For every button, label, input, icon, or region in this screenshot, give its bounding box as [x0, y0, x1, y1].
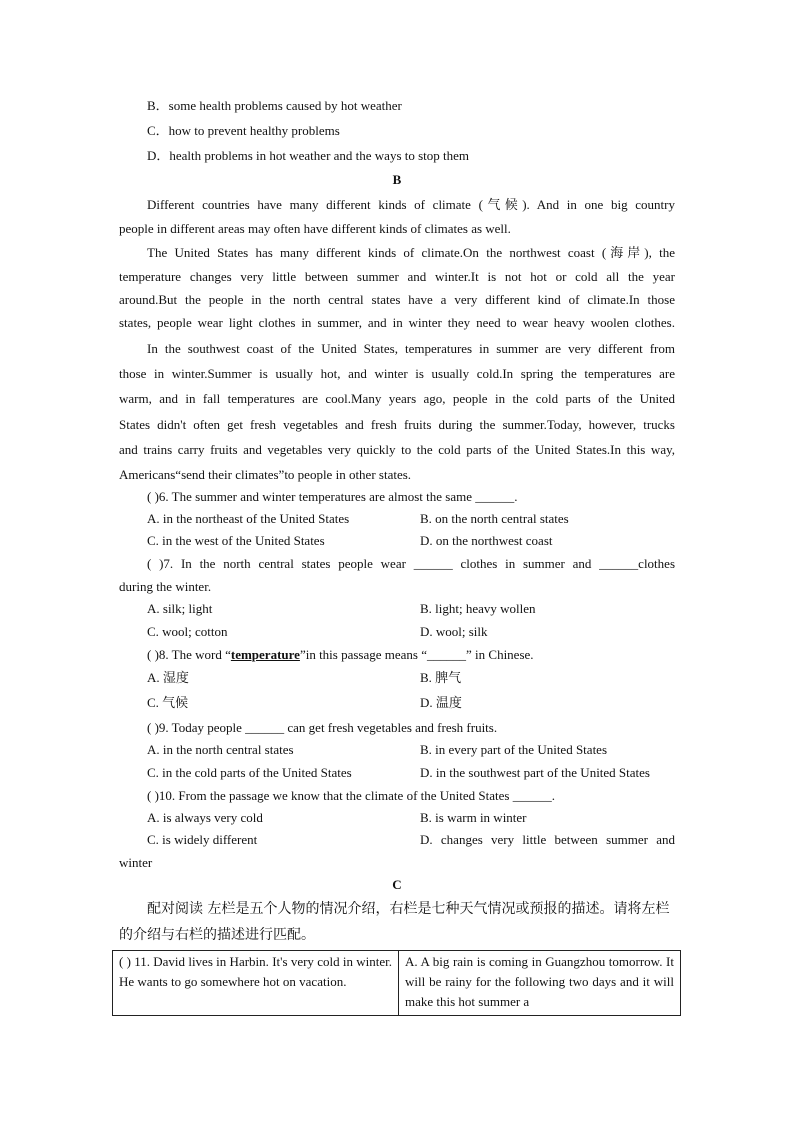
- question-8-option-b: B. 脾气: [420, 670, 462, 685]
- question-10-option-a: A. is always very cold: [147, 810, 263, 825]
- question-8-keyword: temperature: [230, 647, 300, 662]
- question-7-stem-line2: during the winter.: [119, 579, 212, 594]
- question-7-option-c: C. wool; cotton: [147, 624, 228, 639]
- question-6-option-b: B. on the north central states: [420, 511, 569, 526]
- option-d: D．health problems in hot weather and the ways to stop them: [147, 148, 470, 163]
- question-6-option-a: A. in the northeast of the United States: [147, 511, 350, 526]
- passage-b-p3-line4: States didn't often get fresh vegetables and fresh fruits during the summer.Today, however, trucks: [119, 417, 675, 432]
- question-7-stem-line1: ( )7. In the north central states people wear ______ clothes in summer and ______clothes: [147, 556, 675, 571]
- section-b-heading: B: [392, 172, 402, 187]
- passage-b-p3-line2: those in winter.Summer is usually hot, and winter is usually cold.In spring the temperatures are: [119, 366, 675, 381]
- question-8-option-c: C. 气候: [147, 695, 189, 710]
- question-10-option-c: C. is widely different: [147, 832, 258, 847]
- question-6-option-c: C. in the west of the United States: [147, 533, 325, 548]
- section-c-heading: C: [392, 877, 402, 892]
- matching-table: [112, 950, 681, 1016]
- question-7-option-b: B. light; heavy wollen: [420, 601, 536, 616]
- question-10-option-d-line1: D. changes very little between summer and: [420, 832, 675, 847]
- question-7-option-a: A. silk; light: [147, 601, 213, 616]
- table-cell-left: ( ) 11. David lives in Harbin. It's very cold in winter. He wants to go somewhere hot on vacation.: [113, 951, 399, 1016]
- passage-b-p1-line2: people in different areas may often have different kinds of climates as well.: [119, 221, 511, 236]
- passage-b-p3-line3: warm, and in fall temperatures are cool.Many years ago, people in the cold parts of the United: [119, 391, 675, 406]
- passage-b-p3-line1: In the southwest coast of the United States, temperatures in summer are very different from: [147, 341, 675, 356]
- option-c: C．how to prevent healthy problems: [147, 123, 340, 138]
- question-8-stem: [147, 646, 534, 664]
- question-10-option-d-line2: winter: [119, 855, 153, 870]
- question-10-option-b: B. is warm in winter: [420, 810, 527, 825]
- question-8-stem-prefix: ( )8. The word “: [147, 647, 231, 662]
- section-c-intro-line1: 配对阅读 左栏是五个人物的情况介绍，右栏是七种天气情况或预报的描述。请将左栏: [147, 901, 670, 917]
- passage-b-p1-line1: Different countries have many different kinds of climate (气候). And in one big country: [147, 197, 675, 212]
- passage-b-p2-line3: around.But the people in the north central states have a very different kind of climate.In those: [119, 292, 675, 307]
- question-9-option-a: A. in the north central states: [147, 742, 294, 757]
- question-6-stem: ( )6. The summer and winter temperatures are almost the same ______.: [147, 489, 518, 504]
- option-b: B．some health problems caused by hot weather: [147, 98, 402, 113]
- table-row: [113, 951, 681, 1016]
- passage-b-p2-line2: temperature changes very little between summer and winter.It is not hot or cold all the year: [119, 269, 675, 284]
- question-9-option-c: C. in the cold parts of the United States: [147, 765, 352, 780]
- section-c-intro-line2: 的介绍与右栏的描述进行匹配。: [119, 927, 315, 943]
- question-8-stem-suffix: ”in this passage means “______” in Chinese.: [299, 647, 534, 662]
- question-9-stem: ( )9. Today people ______ can get fresh vegetables and fresh fruits.: [147, 720, 498, 735]
- question-6-option-d: D. on the northwest coast: [420, 533, 553, 548]
- question-9-option-b: B. in every part of the United States: [420, 742, 608, 757]
- passage-b-p2-line1: The United States has many different kinds of climate.On the northwest coast (海岸), the: [147, 245, 675, 260]
- question-7-option-d: D. wool; silk: [420, 624, 488, 639]
- passage-b-p2-line4: states, people wear light clothes in summer, and in winter they need to wear heavy woolen clothes.: [119, 315, 675, 330]
- question-8-option-d: D. 温度: [420, 695, 462, 710]
- question-8-option-a: A. 湿度: [147, 670, 189, 685]
- passage-b-p3-line6: Americans“send their climates”to people in other states.: [119, 467, 412, 482]
- passage-b-p3-line5: and trains carry fruits and vegetables very quickly to the cold parts of the United States.In this way,: [119, 442, 675, 457]
- table-cell-right: A. A big rain is coming in Guangzhou tomorrow. It will be rainy for the following two days and it will make this hot summer a: [399, 951, 681, 1016]
- question-10-stem: ( )10. From the passage we know that the climate of the United States ______.: [147, 788, 555, 803]
- question-9-option-d: D. in the southwest part of the United States: [420, 765, 650, 780]
